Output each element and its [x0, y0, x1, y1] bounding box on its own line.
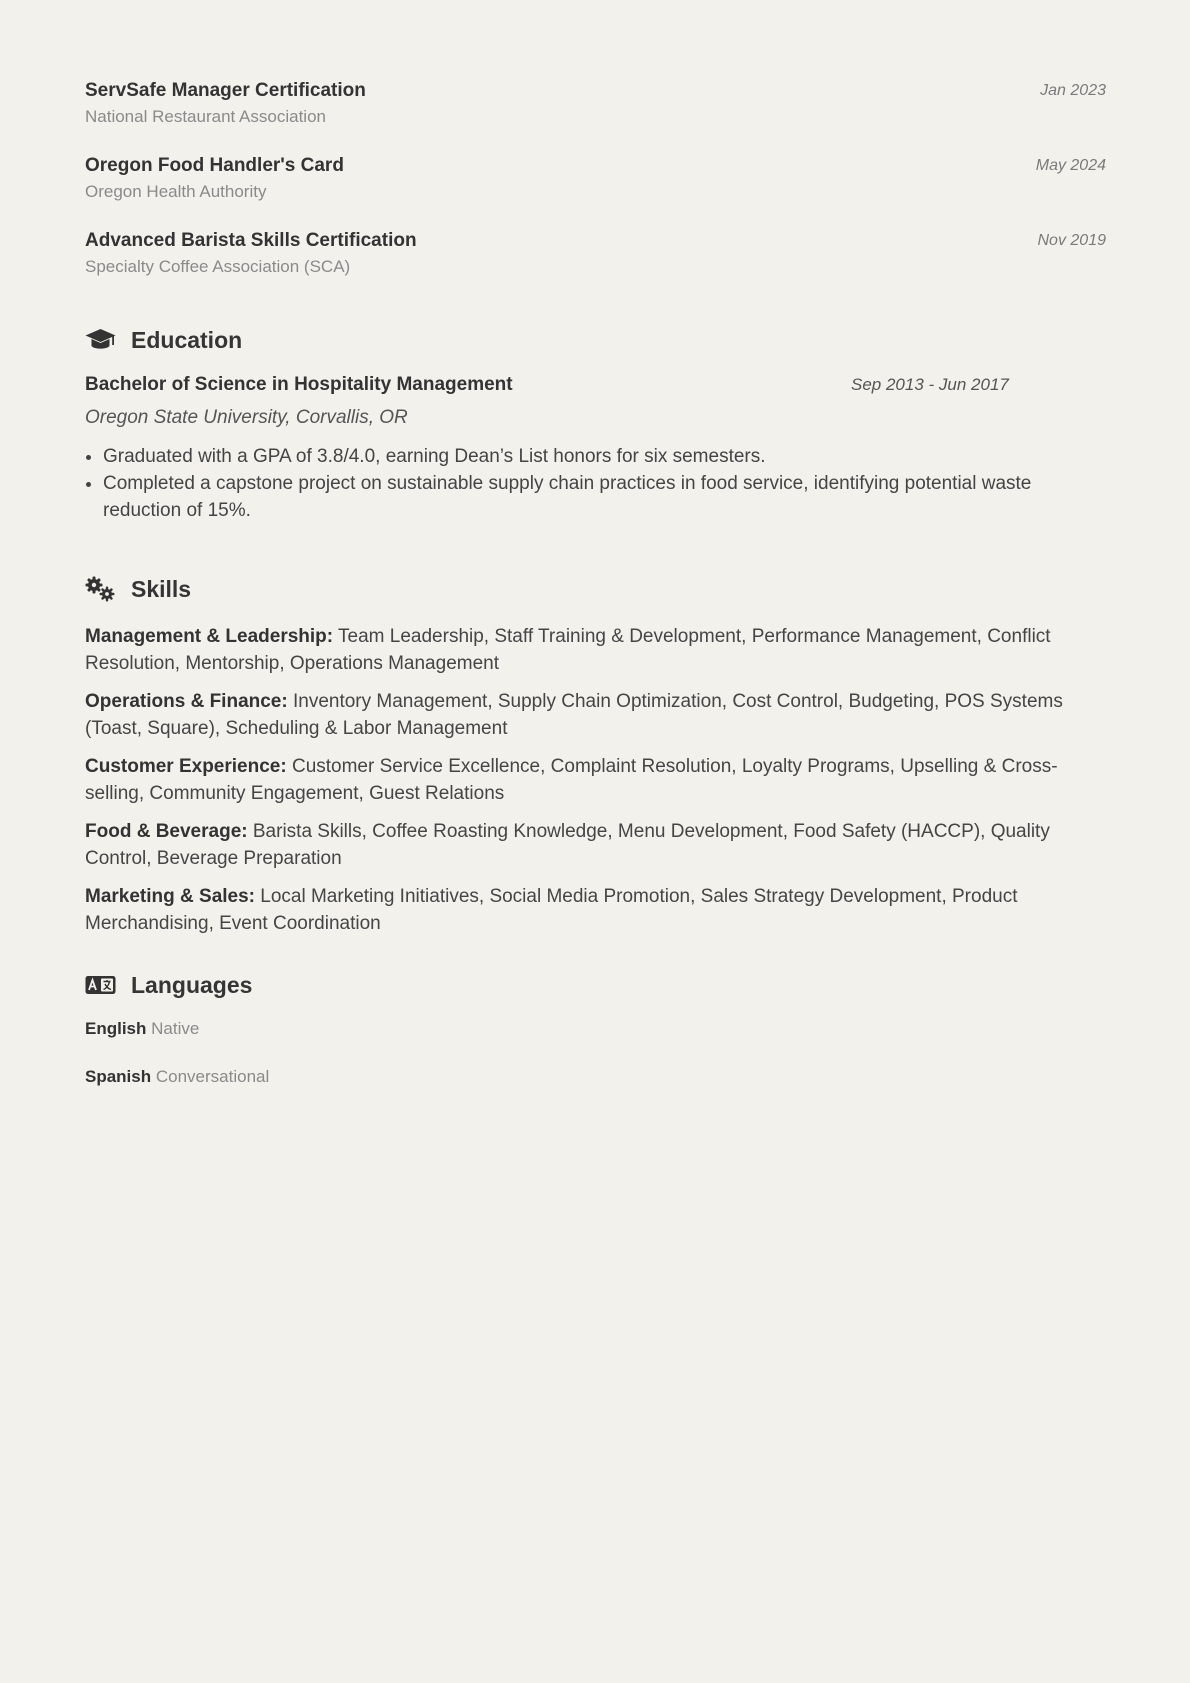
skill-list: Customer Service Excellence, Complaint Resolution, Loyalty Programs, Upselling & Cross-selling, Community Engagement, Guest Relations — [85, 756, 1058, 804]
section-title: Languages — [131, 971, 253, 998]
certification-issuer: Oregon Health Authority — [85, 182, 267, 201]
language-icon — [85, 972, 116, 998]
language-name: Spanish — [85, 1067, 152, 1086]
skill-category: Marketing & Sales: — [85, 886, 255, 907]
education-section — [85, 325, 1106, 524]
education-dates: Sep 2013 - Jun 2017 — [851, 375, 1009, 394]
certification-title: Oregon Food Handler's Card — [85, 155, 344, 176]
skill-group — [85, 688, 1106, 742]
list-item: • Completed a capstone project on sustainable supply chain practices in food service, identifying potential waste reduction of 15%. — [103, 470, 1106, 524]
certification-title: Advanced Barista Skills Certification — [85, 230, 417, 251]
language-level: Conversational — [155, 1067, 270, 1086]
certification-issuer: Specialty Coffee Association (SCA) — [85, 257, 351, 276]
skills-section — [85, 574, 1106, 948]
certification-date: Nov 2019 — [1037, 232, 1106, 249]
certification-title: ServSafe Manager Certification — [85, 80, 366, 101]
certification-date: May 2024 — [1035, 157, 1106, 174]
education-bullets — [85, 443, 1106, 524]
languages-section — [85, 970, 1106, 1115]
graduation-cap-icon — [85, 327, 116, 353]
skill-group — [85, 818, 1106, 872]
certification-issuer: National Restaurant Association — [85, 107, 326, 126]
certification-item — [85, 80, 1106, 155]
language-item — [85, 1067, 1106, 1087]
skill-group — [85, 753, 1106, 807]
skill-group — [85, 623, 1106, 677]
school-name: Oregon State University, Corvallis, OR — [85, 407, 408, 428]
section-title: Skills — [131, 575, 192, 602]
education-heading — [85, 325, 1106, 355]
skill-list: Barista Skills, Coffee Roasting Knowledge, Menu Development, Food Safety (HACCP), Quality Control, Beverage Preparation — [85, 821, 1050, 869]
certification-item — [85, 155, 1106, 230]
skills-heading — [85, 574, 1106, 604]
skill-category: Operations & Finance: — [85, 691, 288, 712]
education-entry-header — [85, 374, 1106, 402]
degree-title: Bachelor of Science in Hospitality Management — [85, 374, 513, 395]
certification-item — [85, 230, 1106, 305]
language-name: English — [85, 1019, 147, 1038]
skill-category: Food & Beverage: — [85, 821, 248, 842]
skill-category: Management & Leadership: — [85, 626, 334, 647]
skill-category: Customer Experience: — [85, 756, 287, 777]
skill-list: Team Leadership, Staff Training & Development, Performance Management, Conflict Resolution, Mentorship, Operations Management — [85, 626, 1051, 674]
skill-list: Local Marketing Initiatives, Social Media Promotion, Sales Strategy Development, Product Merchandising, Event Coordination — [85, 886, 1018, 934]
section-title: Education — [131, 326, 243, 353]
certifications-list — [85, 80, 1106, 305]
language-level: Native — [151, 1019, 200, 1038]
languages-heading — [85, 970, 1106, 1000]
language-item — [85, 1019, 1106, 1039]
skill-list: Inventory Management, Supply Chain Optimization, Cost Control, Budgeting, POS Systems (Toast, Square), Scheduling & Labor Management — [85, 691, 1063, 739]
gears-icon — [85, 576, 116, 602]
certification-date: Jan 2023 — [1040, 82, 1106, 99]
skill-group — [85, 883, 1106, 937]
list-item: • Graduated with a GPA of 3.8/4.0, earning Dean’s List honors for six semesters. — [103, 443, 1106, 470]
